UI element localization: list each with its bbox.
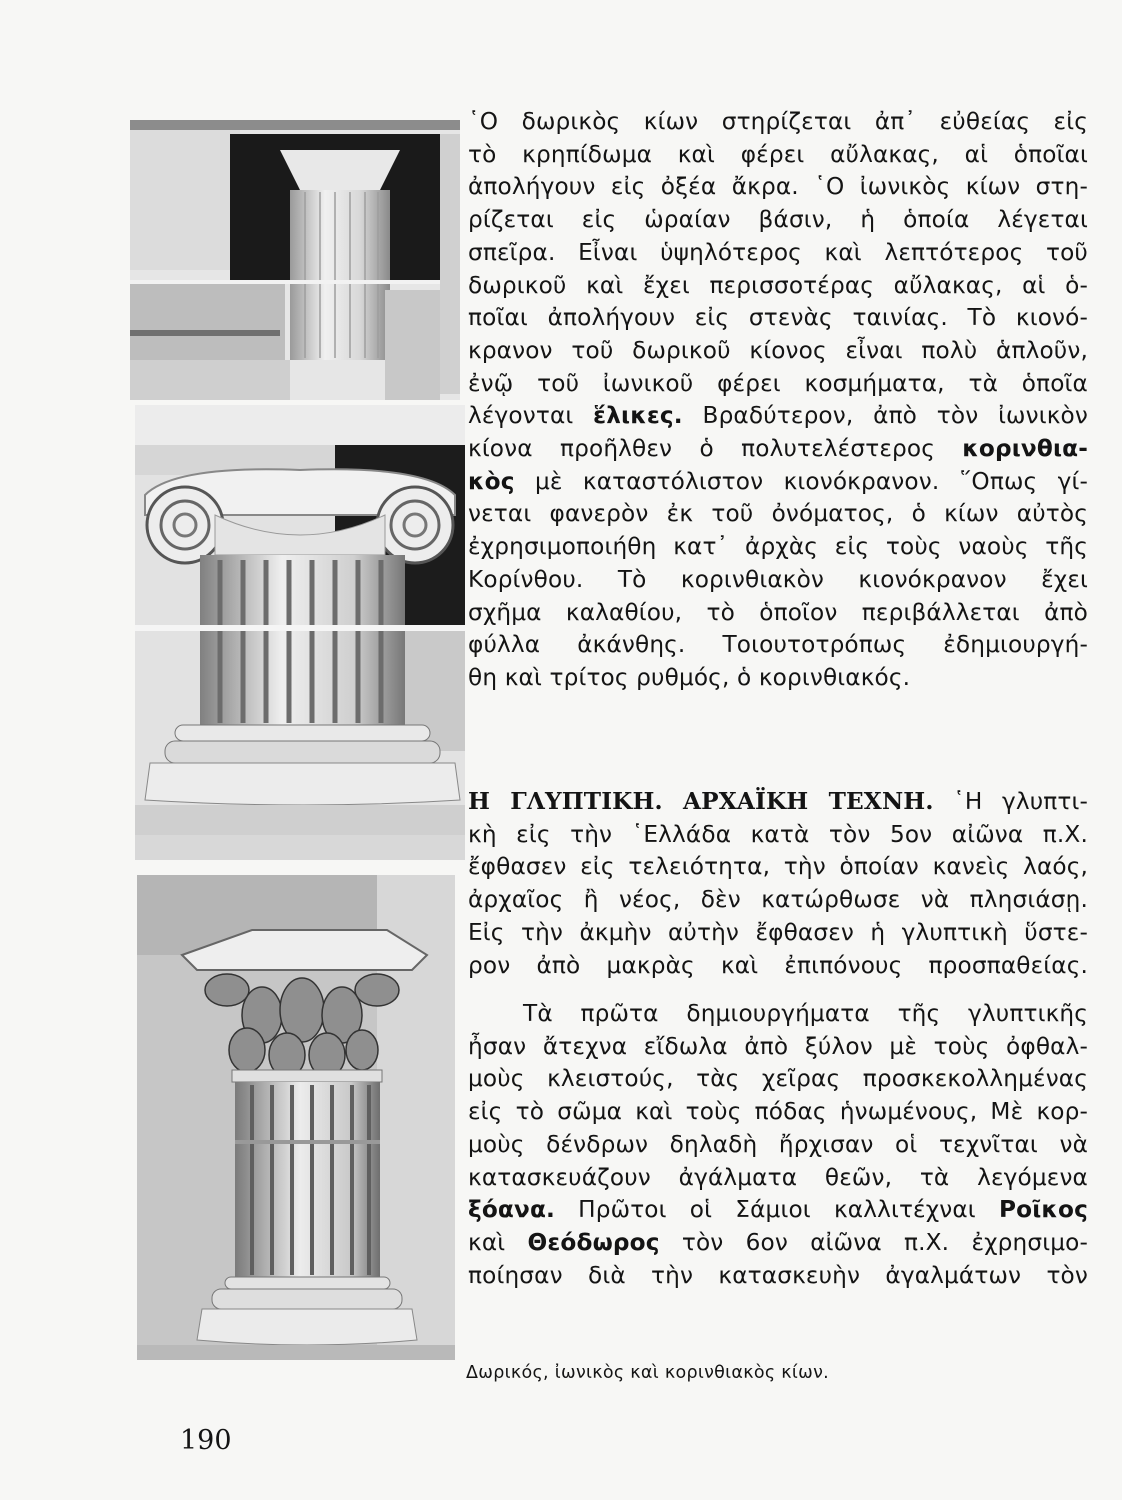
text-line: κρανον τοῦ δωρικοῦ κίονος εἶναι πολὺ ἁπλοῦν, bbox=[468, 336, 1088, 364]
figure-caption: Δωρικός, ἰωνικὸς καὶ κορινθιακὸς κίων. bbox=[466, 1363, 830, 1383]
term-roikos: Ροῖκος bbox=[998, 1196, 1088, 1224]
text-line: νεται φανερὸν ἐκ τοῦ ὀνόματος, ὁ κίων αὐτὸς bbox=[468, 500, 1088, 528]
text-run: Βραδύτερον, ἀπὸ τὸν ἰωνικὸν bbox=[682, 402, 1088, 430]
paragraph-first-works bbox=[468, 998, 1088, 1292]
text-run: τὸν 6ον αἰῶνα π.Χ. ἐχρησιμο- bbox=[659, 1228, 1088, 1256]
text-run: καὶ bbox=[468, 1228, 528, 1256]
text-line: ἐνῷ τοῦ ἰωνικοῦ φέρει κοσμήματα, τὰ ὁποῖα bbox=[468, 369, 1088, 397]
text-line: Τὰ πρῶτα δημιουργήματα τῆς γλυπτικῆς bbox=[523, 1000, 1088, 1027]
text-line: Εἰς τὴν ἀκμὴν αὐτὴν ἔφθασεν ἡ γλυπτικὴ ὕστε- bbox=[468, 918, 1088, 946]
paragraph-sculpture-archaic bbox=[468, 786, 1088, 982]
term-corinthian-end: κὸς bbox=[468, 467, 515, 495]
doric-column-photo bbox=[130, 120, 460, 400]
text-line: ῾Ο δωρικὸς κίων στηρίζεται ἀπ᾽ εὐθείας εἰς bbox=[468, 108, 1088, 135]
text-run: Πρῶτοι οἱ Σάμιοι καλλιτέχναι bbox=[555, 1196, 999, 1224]
text-line: μοὺς δένδρων δηλαδὴ ἤρχισαν οἱ τεχνῖται νὰ bbox=[468, 1130, 1088, 1158]
text-line: ἔφθασεν εἰς τελειότητα, τὴν ὁποίαν κανεὶς λαός, bbox=[468, 853, 1088, 881]
text-line: ρον ἀπὸ μακρὰς καὶ ἐπιπόνους προσπαθείας. bbox=[468, 951, 1088, 979]
text-line: ποίησαν διὰ τὴν κατασκευὴν ἀγαλμάτων τὸν bbox=[468, 1261, 1088, 1289]
text-line: Κορίνθου. Τὸ κορινθιακὸν κιονόκρανον ἔχει bbox=[468, 565, 1088, 593]
text-run: λέγονται bbox=[468, 402, 594, 430]
text-line: ἀρχαῖος ἢ νέος, δὲν κατώρθωσε νὰ πλησιάσῃ. bbox=[468, 886, 1088, 914]
text-line bbox=[468, 1194, 1088, 1227]
text-run: ῾Η γλυπτι- bbox=[933, 788, 1088, 815]
text-line bbox=[468, 786, 1088, 819]
corinthian-column-photo bbox=[137, 875, 455, 1360]
text-line: φύλλα ἀκάνθης. Τοιουτοτρόπως ἐδημιουργή- bbox=[468, 631, 1088, 659]
text-run: μὲ καταστόλιστον κιονόκρανον. ῞Οπως γί- bbox=[514, 467, 1088, 495]
section-heading: Η ΓΛΥΠΤΙΚΗ. ΑΡΧΑΪΚΗ ΤΕΧΝΗ. bbox=[468, 788, 934, 815]
term-helikes: ἕλικες. bbox=[593, 402, 683, 430]
text-line: κατασκευάζουν ἀγάλματα θεῶν, τὰ λεγόμενα bbox=[468, 1163, 1088, 1191]
term-theodoros: Θεόδωρος bbox=[527, 1228, 660, 1256]
page-number: 190 bbox=[180, 1425, 232, 1456]
text-line: ἦσαν ἄτεχνα εἴδωλα ἀπὸ ξύλον μὲ τοὺς ὀφθαλ- bbox=[468, 1032, 1088, 1060]
text-line: κὴ εἰς τὴν ῾Ελλάδα κατὰ τὸν 5ον αἰῶνα π.Χ. bbox=[468, 820, 1088, 848]
text-line: θη καὶ τρίτος ρυθμός, ὁ κορινθιακός. bbox=[468, 663, 911, 691]
text-line: εἰς τὸ σῶμα καὶ τοὺς πόδας ἡνωμένους, Μὲ κορ- bbox=[468, 1098, 1088, 1126]
text-line bbox=[468, 466, 1088, 499]
text-line: ρίζεται εἰς ὡραίαν βάσιν, ἡ ὁποία λέγεται bbox=[468, 206, 1088, 234]
text-line: σπεῖρα. Εἶναι ὑψηλότερος καὶ λεπτότερος τοῦ bbox=[468, 238, 1088, 266]
text-line bbox=[468, 1227, 1088, 1260]
text-run: κίονα προῆλθεν ὁ πολυτελέστερος bbox=[468, 435, 963, 463]
text-line: μοὺς κλειστούς, τὰς χεῖρας προσκεκολλημένας bbox=[468, 1065, 1088, 1093]
ionic-column-photo bbox=[135, 405, 465, 860]
text-line: ἀπολήγουν εἰς ὀξέα ἄκρα. ῾Ο ἰωνικὸς κίων στη- bbox=[468, 173, 1088, 201]
text-line: δωρικοῦ καὶ ἔχει περισσοτέρας αὔλακας, αἱ ὁ- bbox=[468, 271, 1088, 299]
term-corinthian: κορινθια- bbox=[962, 435, 1088, 463]
term-xoana: ξόανα. bbox=[468, 1196, 555, 1224]
text-line: ἐχρησιμοποιήθη κατ᾽ ἀρχὰς εἰς τοὺς ναοὺς τῆς bbox=[468, 533, 1088, 561]
text-line: ποῖαι ἀπολήγουν εἰς στενὰς ταινίας. Τὸ κιονό- bbox=[468, 304, 1088, 332]
paragraph-column-orders bbox=[468, 106, 1088, 695]
text-line: τὸ κρηπίδωμα καὶ φέρει αὔλακας, αἱ ὁποῖαι bbox=[468, 140, 1088, 168]
text-line: σχῆμα καλαθίου, τὸ ὁποῖον περιβάλλεται ἀπὸ bbox=[468, 598, 1088, 626]
text-line bbox=[468, 433, 1088, 466]
text-line bbox=[468, 400, 1088, 433]
